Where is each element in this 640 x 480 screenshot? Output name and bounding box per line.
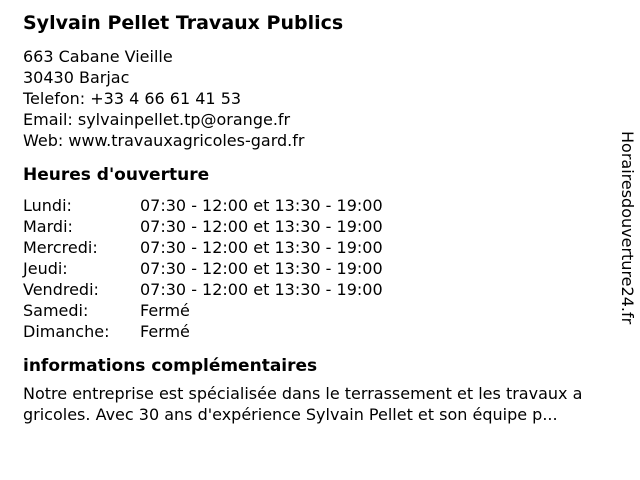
info-text-line-1: Notre entreprise est spécialisée dans le terrassement et les travaux a [23, 384, 583, 403]
day-hours: 07:30 - 12:00 et 13:30 - 19:00 [140, 196, 383, 215]
phone-line [23, 88, 610, 109]
day-label: Mardi: [23, 217, 73, 236]
email-line [23, 109, 610, 130]
email-label: Email: [23, 110, 73, 129]
hours-row-tuesday [23, 216, 610, 237]
day-label: Dimanche: [23, 322, 110, 341]
web-label: Web: [23, 131, 64, 150]
phone-label: Telefon: [23, 89, 86, 108]
site-watermark[interactable]: Horairesdouverture24.fr [618, 131, 637, 325]
business-name: Sylvain Pellet Travaux Publics [23, 12, 344, 34]
contact-block [23, 46, 610, 151]
opening-hours-table [23, 195, 610, 342]
day-label: Vendredi: [23, 280, 99, 299]
day-label: Samedi: [23, 301, 89, 320]
day-hours: 07:30 - 12:00 et 13:30 - 19:00 [140, 238, 383, 257]
address-line-2: 30430 Barjac [23, 68, 130, 87]
day-hours: 07:30 - 12:00 et 13:30 - 19:00 [140, 259, 383, 278]
address-line-1: 663 Cabane Vieille [23, 47, 173, 66]
hours-row-friday [23, 279, 610, 300]
hours-row-thursday [23, 258, 610, 279]
hours-row-monday [23, 195, 610, 216]
day-label: Mercredi: [23, 238, 98, 257]
opening-hours-heading: Heures d'ouverture [23, 165, 210, 185]
day-hours: 07:30 - 12:00 et 13:30 - 19:00 [140, 217, 383, 236]
day-hours: Fermé [140, 322, 190, 341]
web-line [23, 130, 610, 151]
additional-info-text [23, 383, 610, 425]
day-hours: 07:30 - 12:00 et 13:30 - 19:00 [140, 280, 383, 299]
hours-row-saturday [23, 300, 610, 321]
info-text-line-2: gricoles. Avec 30 ans d'expérience Sylvain Pellet et son équipe p... [23, 405, 558, 424]
web-value[interactable]: www.travauxagricoles-gard.fr [68, 131, 305, 150]
day-label: Jeudi: [23, 259, 68, 278]
day-hours: Fermé [140, 301, 190, 320]
day-label: Lundi: [23, 196, 72, 215]
phone-value: +33 4 66 61 41 53 [90, 89, 242, 108]
email-value[interactable]: sylvainpellet.tp@orange.fr [77, 110, 291, 129]
additional-info-heading: informations complémentaires [23, 356, 318, 376]
hours-row-sunday [23, 321, 610, 342]
hours-row-wednesday [23, 237, 610, 258]
